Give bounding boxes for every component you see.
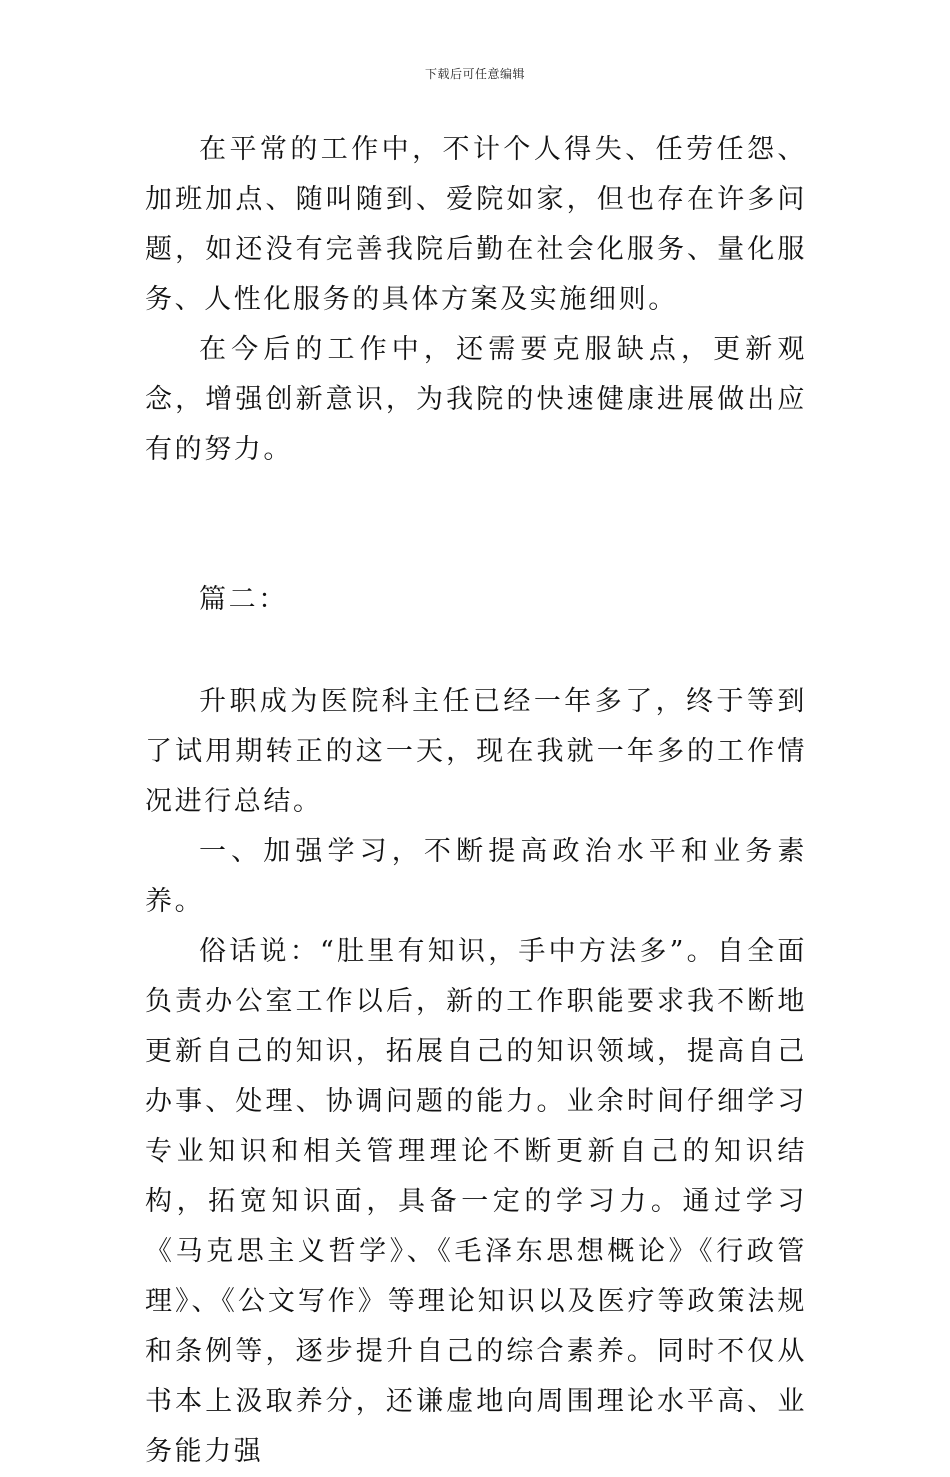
paragraph-study-details: 俗话说：“肚里有知识，手中方法多”。自全面负责办公室工作以后，新的工作职能要求我不断地更新自己的知识，拓展自己的知识领域，提高自己办事、处理、协调问题的能力。业余时间仔细学习专业知识和相关管理理论不断更新自己的知识结构，拓宽知识面，具备一定的学习力。通过学习《马克思主义哲学》、《毛泽东思想概论》《行政管理》、《公文写作》等理论知识以及医疗等政策法规和条例等，逐步提升自己的综合素养。同时不仅从书本上汲取养分，还谦虚地向周围理论水平高、业务能力强 bbox=[145, 936, 807, 1467]
section-gap bbox=[145, 625, 807, 677]
paragraph-future-work: 在今后的工作中，还需要克服缺点，更新观念，增强创新意识，为我院的快速健康进展做出应有的努力。 bbox=[145, 334, 807, 465]
paragraph-introduction: 升职成为医院科主任已经一年多了，终于等到了试用期转正的这一天，现在我就一年多的工作情况进行总结。 bbox=[145, 686, 807, 817]
paragraph-work-problems: 在平常的工作中，不计个人得失、任劳任怨、加班加点、随叫随到、爱院如家，但也存在许多问题，如还没有完善我院后勤在社会化服务、量化服务、人性化服务的具体方案及实施细则。 bbox=[145, 134, 807, 315]
paragraph-subheading-study: 一、加强学习，不断提高政治水平和业务素养。 bbox=[145, 836, 807, 917]
document-body bbox=[145, 125, 807, 1477]
section-heading: 篇二： bbox=[199, 584, 288, 615]
page-header-note: 下载后可任意编辑 bbox=[424, 67, 525, 81]
section-gap bbox=[145, 475, 807, 575]
